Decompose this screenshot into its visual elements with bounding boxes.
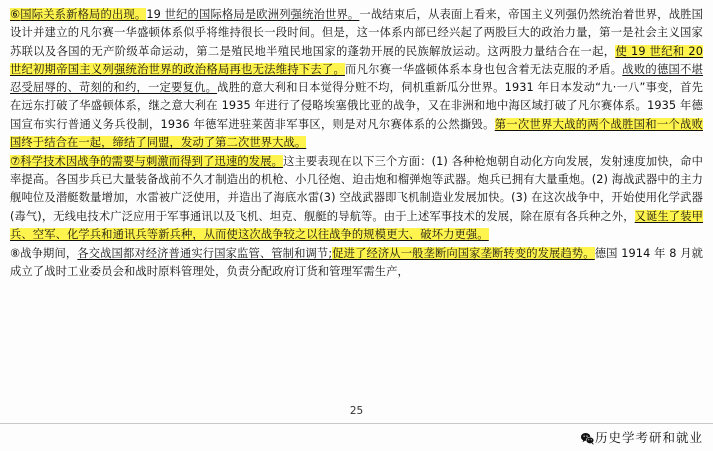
para8-underline-1: 各交战国都对经济普通实行国家监管、管制和调节; — [77, 246, 333, 260]
para8-text-1: 德国 1914 年 8 月就成立了战时工业委员会和战时原料管理处，负责分配政府订货和管理军需生产， — [10, 246, 703, 279]
footer-divider — [0, 423, 713, 424]
para6-text-1: 一战结束后，从表面上看来，帝国主义列强仍然统治着世界，战胜国设计并建立的凡尔赛一华盛顿体系似乎将维持很长一段时间。但是，这一体系内部已经兴起了两股巨大的政治力量，第一是社会主义国家苏联以及各国的无产阶级革命运动，第二是殖民地半殖民地国家的蓬勃开展的民族解放运动。这两股力量结合在一起， — [10, 8, 703, 58]
para6-heading: 国际关系新格局的出现。 — [20, 8, 147, 21]
para6-underline-1: 19 世纪的国际格局是欧洲列强统治世界。 — [146, 8, 360, 21]
paragraph-8 — [10, 245, 703, 282]
page-number: 25 — [349, 405, 364, 417]
para8-marker-text: ⑧战争期间， — [10, 246, 78, 260]
page-body — [10, 6, 703, 281]
para6-highlight-1: 使 19 世纪和 20 世纪初期帝国主义列强统治世界的政治格局再也无法维持下去了。 — [10, 44, 703, 76]
para6-text-2: 而凡尔赛一华盛顿体系本身也包含着无法克服的矛盾。 — [345, 62, 623, 76]
wechat-icon — [580, 431, 595, 446]
para7-heading: 科学技术因战争的需要与刺激而得到了迅速的发展。 — [20, 154, 284, 168]
para7-marker: ⑦ — [10, 154, 21, 168]
para6-text-4: ，首先在远东打破了华盛顿体系，继之意大利在 1935 年进行了侵略埃塞俄比亚的战争，又在非洲和地中海区域打破了凡尔赛体系。1935 年德国宣布实行普通义务兵役制，1936 年德军进驻莱茵非军事区，则是对凡尔赛体系的公然撕毁。 — [10, 81, 703, 131]
paragraph-6 — [10, 6, 703, 152]
paragraph-7 — [10, 153, 703, 244]
para6-highlight-2: 第一次世界大战的两个战胜国和一个战败国终于结合在一起，缔结了同盟，发动了第二次世界大战。 — [10, 117, 703, 150]
para8-highlight-1: 促进了经济从一般垄断向国家垄断转变的发展趋势。 — [332, 246, 595, 260]
footer-brand-label: 历史学考研和就业 — [594, 430, 703, 445]
para6-marker: ⑥ — [10, 8, 21, 21]
para6-text-3: 战胜的意大利和日本觉得分赃不均，伺机重新瓜分世界。1931 年日本发动“九·一八”事变 — [217, 81, 669, 95]
para6-underline-2: 战败的德国不堪忍受屈辱的、苛刻的和约，一定要复仇。 — [10, 62, 704, 95]
para7-highlight-1: 又诞生了装甲兵、空军、化学兵和通讯兵等新兵种，从而使这次战争较之以往战争的规模更大、破坏力更强。 — [10, 209, 704, 242]
para7-text-1: 这主要表现在以下三个方面：(1) 各种枪炮朝自动化方向发展，发射速度加快，命中率提高。各国步兵已大量装备战前不久才制造出的机枪、小几径炮、迫击炮和榴弹炮等武器。炮兵已拥有大量重炮。(2) 海战武器中的主力舰吨位及潜艇数量增加，水雷被广泛使用，并造出了海底水雷(3) 空战武器即飞机制造业发展加快。(3) 在这次战争中，开始使用化学武器(毒气)，无线电技术广泛应用于军事通讯以及飞机、坦克、舰艇的导航等。由于上述军事技术的发展，除在原有各兵种之外， — [10, 154, 703, 223]
